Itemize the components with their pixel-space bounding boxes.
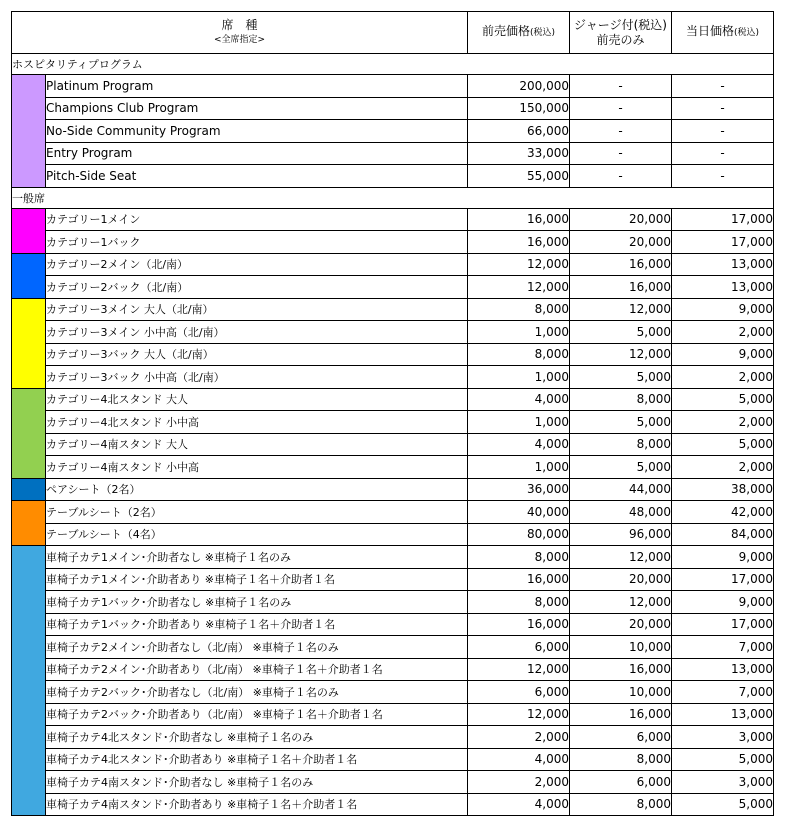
table-row <box>12 748 774 771</box>
seat-name-cell: 車椅子カテ4北スタンド･介助者あり ※車椅子１名＋介助者１名 <box>46 748 468 771</box>
seat-name-cell: 車椅子カテ1バック･介助者なし ※車椅子１名のみ <box>46 591 468 614</box>
presale-price-cell: 55,000 <box>468 165 570 188</box>
seat-name-cell: カテゴリー1バック <box>46 231 468 254</box>
seat-name-cell: 車椅子カテ2メイン･介助者なし（北/南） ※車椅子１名のみ <box>46 636 468 659</box>
jersey-price-label: ジャージ付(税込) <box>574 17 667 32</box>
seat-name-cell: カテゴリー4北スタンド 大人 <box>46 388 468 411</box>
table-row <box>12 703 774 726</box>
jersey-price-cell: 10,000 <box>570 681 672 704</box>
seat-name-cell: 車椅子カテ1メイン･介助者あり ※車椅子１名＋介助者１名 <box>46 568 468 591</box>
seat-name-cell: カテゴリー3メイン 小中高（北/南） <box>46 321 468 344</box>
seat-name-cell: 車椅子カテ1バック･介助者あり ※車椅子１名＋介助者１名 <box>46 613 468 636</box>
section-label: 一般席 <box>12 187 774 208</box>
day-of-price-cell: 84,000 <box>672 523 774 546</box>
table-row <box>12 253 774 276</box>
presale-price-cell: 36,000 <box>468 478 570 501</box>
table-header-row <box>12 12 774 54</box>
jersey-price-cell: 12,000 <box>570 298 672 321</box>
table-row <box>12 298 774 321</box>
seat-name-cell: No-Side Community Program <box>46 120 468 143</box>
day-of-price-cell: 17,000 <box>672 568 774 591</box>
category-color-swatch <box>12 478 46 501</box>
jersey-price-cell: 44,000 <box>570 478 672 501</box>
seat-name-cell: 車椅子カテ2メイン･介助者あり（北/南） ※車椅子１名＋介助者１名 <box>46 658 468 681</box>
jersey-price-cell: 6,000 <box>570 726 672 749</box>
day-of-price-cell: - <box>672 120 774 143</box>
day-of-price-cell: 3,000 <box>672 771 774 794</box>
presale-price-cell: 12,000 <box>468 703 570 726</box>
seat-type-header <box>12 12 468 54</box>
jersey-price-cell: 20,000 <box>570 208 672 231</box>
jersey-price-cell: 12,000 <box>570 343 672 366</box>
table-row <box>12 613 774 636</box>
presale-price-cell: 16,000 <box>468 613 570 636</box>
presale-price-cell: 2,000 <box>468 726 570 749</box>
day-of-price-cell: 2,000 <box>672 321 774 344</box>
presale-price-cell: 40,000 <box>468 501 570 524</box>
jersey-price-cell: 48,000 <box>570 501 672 524</box>
section-row <box>12 54 774 75</box>
day-of-price-cell: 9,000 <box>672 298 774 321</box>
day-of-price-cell: - <box>672 97 774 120</box>
seat-name-cell: ペアシート（2名） <box>46 478 468 501</box>
day-of-price-cell: - <box>672 142 774 165</box>
day-of-price-cell: 38,000 <box>672 478 774 501</box>
jersey-price-cell: 8,000 <box>570 388 672 411</box>
day-of-price-cell: 7,000 <box>672 681 774 704</box>
table-row <box>12 120 774 143</box>
table-row <box>12 97 774 120</box>
presale-price-cell: 4,000 <box>468 793 570 816</box>
table-row <box>12 165 774 188</box>
table-row <box>12 142 774 165</box>
day-of-price-cell: 7,000 <box>672 636 774 659</box>
table-row <box>12 411 774 434</box>
category-color-swatch <box>12 75 46 188</box>
jersey-price-cell: 10,000 <box>570 636 672 659</box>
jersey-price-cell: 8,000 <box>570 748 672 771</box>
jersey-price-cell: 16,000 <box>570 703 672 726</box>
day-of-price-cell: 5,000 <box>672 793 774 816</box>
day-of-tax-label: (税込) <box>733 28 760 38</box>
day-of-price-cell: - <box>672 75 774 98</box>
presale-price-cell: 8,000 <box>468 298 570 321</box>
seat-name-cell: 車椅子カテ2バック･介助者なし（北/南） ※車椅子１名のみ <box>46 681 468 704</box>
category-color-swatch <box>12 546 46 816</box>
table-row <box>12 568 774 591</box>
table-row <box>12 208 774 231</box>
seat-name-cell: 車椅子カテ1メイン･介助者なし ※車椅子１名のみ <box>46 546 468 569</box>
category-color-swatch <box>12 501 46 546</box>
table-row <box>12 591 774 614</box>
table-row <box>12 366 774 389</box>
table-row <box>12 658 774 681</box>
day-of-price-header <box>672 12 774 54</box>
day-of-price-cell: 2,000 <box>672 456 774 479</box>
presale-price-cell: 4,000 <box>468 388 570 411</box>
table-row <box>12 523 774 546</box>
section-label: ホスピタリティプログラム <box>12 54 774 75</box>
presale-price-cell: 16,000 <box>468 568 570 591</box>
day-of-price-cell: 13,000 <box>672 658 774 681</box>
jersey-price-cell: 5,000 <box>570 321 672 344</box>
day-of-price-cell: 2,000 <box>672 366 774 389</box>
table-row <box>12 636 774 659</box>
table-row <box>12 501 774 524</box>
jersey-price-cell: 5,000 <box>570 456 672 479</box>
day-of-price-cell: 42,000 <box>672 501 774 524</box>
table-row <box>12 276 774 299</box>
table-row <box>12 478 774 501</box>
day-of-price-cell: 13,000 <box>672 253 774 276</box>
seat-name-cell: テーブルシート（2名） <box>46 501 468 524</box>
day-of-price-cell: - <box>672 165 774 188</box>
table-body <box>12 54 774 816</box>
seat-name-cell: 車椅子カテ2バック･介助者あり（北/南） ※車椅子１名＋介助者１名 <box>46 703 468 726</box>
presale-price-cell: 80,000 <box>468 523 570 546</box>
jersey-price-cell: 8,000 <box>570 793 672 816</box>
jersey-price-cell: 16,000 <box>570 253 672 276</box>
jersey-price-cell: 6,000 <box>570 771 672 794</box>
jersey-price-cell: - <box>570 165 672 188</box>
table-row <box>12 231 774 254</box>
jersey-price-cell: 20,000 <box>570 231 672 254</box>
seat-name-cell: カテゴリー3メイン 大人（北/南） <box>46 298 468 321</box>
seat-name-cell: 車椅子カテ4北スタンド･介助者なし ※車椅子１名のみ <box>46 726 468 749</box>
seat-name-cell: カテゴリー2メイン（北/南） <box>46 253 468 276</box>
seat-name-cell: カテゴリー4南スタンド 小中高 <box>46 456 468 479</box>
seat-name-cell: Pitch-Side Seat <box>46 165 468 188</box>
table-row <box>12 771 774 794</box>
presale-price-cell: 8,000 <box>468 591 570 614</box>
presale-price-cell: 4,000 <box>468 748 570 771</box>
table-row <box>12 75 774 98</box>
jersey-price-cell: - <box>570 75 672 98</box>
table-row <box>12 343 774 366</box>
category-color-swatch <box>12 388 46 478</box>
seat-name-cell: カテゴリー2バック（北/南） <box>46 276 468 299</box>
category-color-swatch <box>12 253 46 298</box>
price-table <box>11 11 774 816</box>
day-of-price-label: 当日価格 <box>685 24 734 38</box>
day-of-price-cell: 13,000 <box>672 703 774 726</box>
jersey-price-header <box>570 12 672 54</box>
day-of-price-cell: 17,000 <box>672 231 774 254</box>
jersey-price-cell: 5,000 <box>570 366 672 389</box>
presale-price-cell: 200,000 <box>468 75 570 98</box>
jersey-price-cell: 20,000 <box>570 568 672 591</box>
table-row <box>12 793 774 816</box>
day-of-price-cell: 17,000 <box>672 208 774 231</box>
table-row <box>12 388 774 411</box>
section-row <box>12 187 774 208</box>
day-of-price-cell: 17,000 <box>672 613 774 636</box>
jersey-price-cell: 12,000 <box>570 546 672 569</box>
presale-price-cell: 150,000 <box>468 97 570 120</box>
seat-type-sublabel: <全席指定> <box>213 34 266 45</box>
presale-price-cell: 16,000 <box>468 231 570 254</box>
table-row <box>12 681 774 704</box>
presale-price-cell: 8,000 <box>468 343 570 366</box>
seat-name-cell: テーブルシート（4名） <box>46 523 468 546</box>
seat-name-cell: 車椅子カテ4南スタンド･介助者なし ※車椅子１名のみ <box>46 771 468 794</box>
day-of-price-cell: 9,000 <box>672 343 774 366</box>
day-of-price-cell: 5,000 <box>672 388 774 411</box>
table-row <box>12 456 774 479</box>
day-of-price-cell: 5,000 <box>672 433 774 456</box>
presale-tax-label: (税込) <box>529 28 556 38</box>
table-row <box>12 433 774 456</box>
jersey-price-cell: 16,000 <box>570 276 672 299</box>
day-of-price-cell: 9,000 <box>672 591 774 614</box>
seat-name-cell: カテゴリー4南スタンド 大人 <box>46 433 468 456</box>
presale-price-cell: 12,000 <box>468 276 570 299</box>
presale-price-cell: 8,000 <box>468 546 570 569</box>
presale-price-cell: 6,000 <box>468 681 570 704</box>
jersey-price-cell: 16,000 <box>570 658 672 681</box>
table-row <box>12 546 774 569</box>
category-color-swatch <box>12 208 46 253</box>
presale-price-cell: 6,000 <box>468 636 570 659</box>
presale-price-label: 前売価格 <box>481 24 530 38</box>
presale-price-cell: 33,000 <box>468 142 570 165</box>
presale-price-cell: 1,000 <box>468 366 570 389</box>
seat-name-cell: カテゴリー4北スタンド 小中高 <box>46 411 468 434</box>
day-of-price-cell: 9,000 <box>672 546 774 569</box>
seat-name-cell: Platinum Program <box>46 75 468 98</box>
table-row <box>12 726 774 749</box>
presale-price-cell: 2,000 <box>468 771 570 794</box>
jersey-price-cell: 20,000 <box>570 613 672 636</box>
presale-price-cell: 1,000 <box>468 456 570 479</box>
jersey-price-cell: 5,000 <box>570 411 672 434</box>
jersey-price-cell: - <box>570 120 672 143</box>
jersey-presale-only-label: 前売のみ <box>596 32 645 47</box>
presale-price-cell: 12,000 <box>468 658 570 681</box>
seat-name-cell: カテゴリー3バック 小中高（北/南） <box>46 366 468 389</box>
jersey-price-cell: 12,000 <box>570 591 672 614</box>
seat-name-cell: 車椅子カテ4南スタンド･介助者あり ※車椅子１名＋介助者１名 <box>46 793 468 816</box>
jersey-price-cell: - <box>570 97 672 120</box>
jersey-price-cell: 96,000 <box>570 523 672 546</box>
presale-price-cell: 66,000 <box>468 120 570 143</box>
table-row <box>12 321 774 344</box>
presale-price-cell: 1,000 <box>468 411 570 434</box>
presale-price-header <box>468 12 570 54</box>
seat-name-cell: Champions Club Program <box>46 97 468 120</box>
presale-price-cell: 16,000 <box>468 208 570 231</box>
jersey-price-cell: - <box>570 142 672 165</box>
jersey-price-cell: 8,000 <box>570 433 672 456</box>
day-of-price-cell: 2,000 <box>672 411 774 434</box>
presale-price-cell: 4,000 <box>468 433 570 456</box>
day-of-price-cell: 13,000 <box>672 276 774 299</box>
day-of-price-cell: 3,000 <box>672 726 774 749</box>
presale-price-cell: 1,000 <box>468 321 570 344</box>
presale-price-cell: 12,000 <box>468 253 570 276</box>
seat-type-label: 席 種 <box>221 17 258 32</box>
seat-name-cell: Entry Program <box>46 142 468 165</box>
seat-name-cell: カテゴリー3バック 大人（北/南） <box>46 343 468 366</box>
seat-name-cell: カテゴリー1メイン <box>46 208 468 231</box>
category-color-swatch <box>12 298 46 388</box>
day-of-price-cell: 5,000 <box>672 748 774 771</box>
